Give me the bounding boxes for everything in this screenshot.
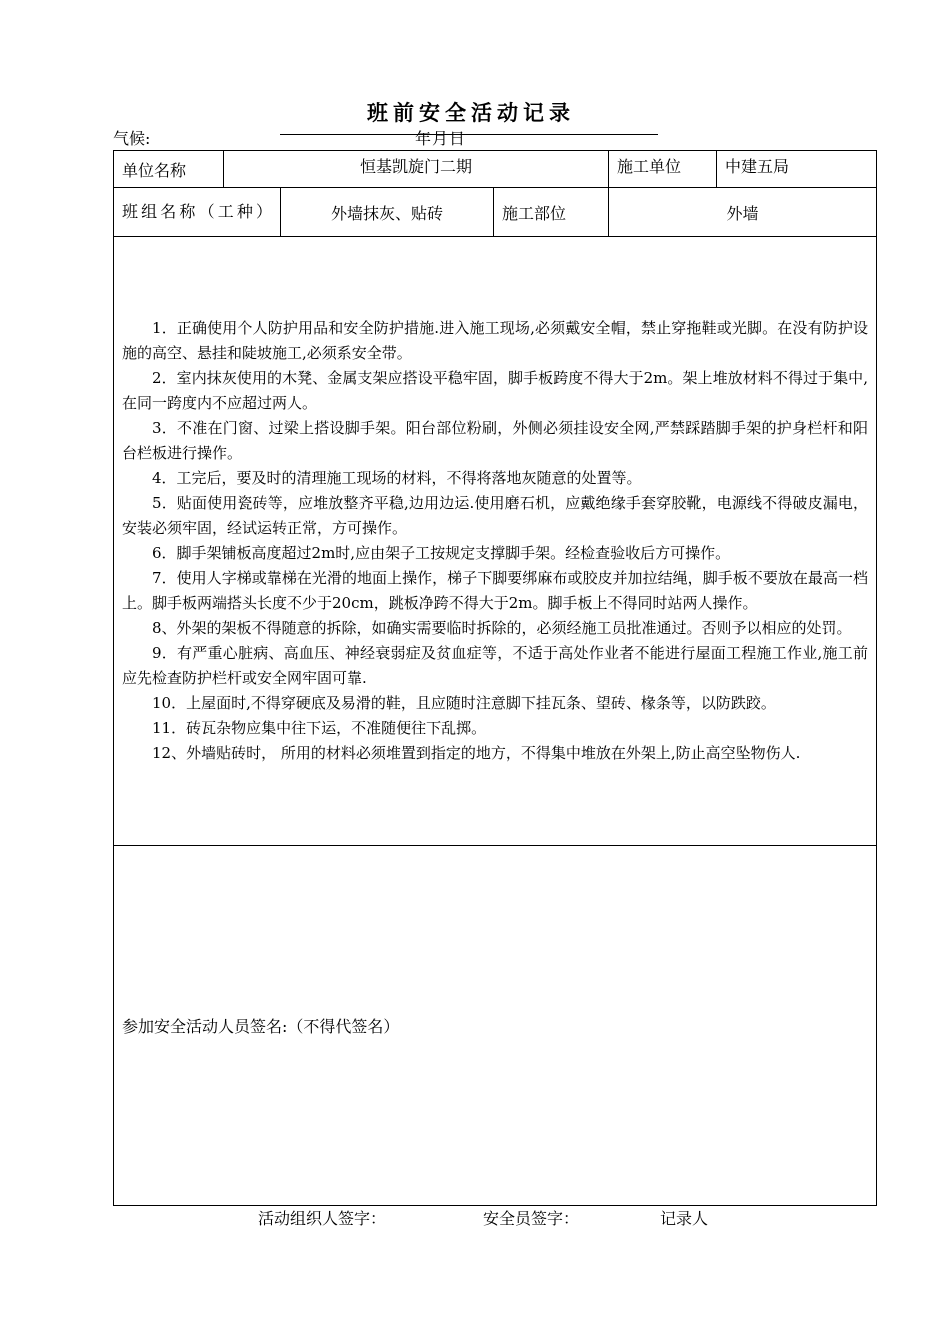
unit-value: 恒基凯旋门二期 xyxy=(224,151,609,188)
location-label: 施工部位 xyxy=(494,188,609,237)
table-row-rules xyxy=(114,237,877,846)
table-row-team xyxy=(114,188,877,237)
record-table xyxy=(113,150,877,1206)
contractor-label: 施工单位 xyxy=(609,151,717,188)
safety-officer-signature-label: 安全员签字： xyxy=(483,1209,580,1228)
rule-item: 4．工完后，要及时的清理施工现场的材料，不得将落地灰随意的处置等。 xyxy=(152,469,642,487)
date-underline xyxy=(280,134,658,135)
unit-label: 单位名称 xyxy=(114,151,224,188)
safety-rules xyxy=(114,237,877,846)
rule-item: 10．上屋面时,不得穿硬底及易滑的鞋，且应随时注意脚下挂瓦条、望砖、椽条等，以防跌跤。 xyxy=(152,694,776,712)
date-text: 年月日 xyxy=(415,129,467,148)
location-value: 外墙 xyxy=(609,188,877,237)
rule-item: 12、外墙贴砖时， 所用的材料必须堆置到指定的地方，不得集中堆放在外架上,防止高空坠物伤人. xyxy=(152,744,801,762)
organizer-signature-label: 活动组织人签字： xyxy=(258,1209,387,1228)
table-row-unit xyxy=(114,151,877,188)
recorder-label: 记录人 xyxy=(660,1209,709,1228)
rule-item: 2．室内抹灰使用的木凳、金属支架应搭设平稳牢固，脚手板跨度不得大于2m。架上堆放材料不得过于集中,在同一跨度内不应超过两人。 xyxy=(122,369,869,412)
contractor-value: 中建五局 xyxy=(717,151,877,188)
signature-label: 参加安全活动人员签名:（不得代签名） xyxy=(122,1017,400,1036)
page-title: 班前安全活动记录 xyxy=(367,100,575,125)
rule-item: 3．不准在门窗、过梁上搭设脚手架。阳台部位粉刷，外侧必须挂设安全网,严禁踩踏脚手架的护身栏杆和阳台栏板进行操作。 xyxy=(122,419,869,462)
team-value: 外墙抹灰、贴砖 xyxy=(281,188,494,237)
rule-item: 7．使用人字梯或靠梯在光滑的地面上操作，梯子下脚要绑麻布或胶皮并加拉结绳，脚手板不要放在最高一档上。脚手板两端搭头长度不少于20cm，跳板净跨不得大于2m。脚手板上不得同时站两人操作。 xyxy=(122,569,869,612)
team-label: 班组名称（工种） xyxy=(114,188,281,237)
rule-item: 1．正确使用个人防护用品和安全防护措施.进入施工现场,必须戴安全帽，禁止穿拖鞋或光脚。在没有防护设施的高空、悬挂和陡坡施工,必须系安全带。 xyxy=(122,319,869,362)
rule-item: 11．砖瓦杂物应集中往下运，不准随便往下乱掷。 xyxy=(152,719,487,737)
rule-item: 9．有严重心脏病、高血压、神经衰弱症及贫血症等，不适于高处作业者不能进行屋面工程施工作业,施工前应先检查防护栏杆或安全网牢固可靠. xyxy=(122,644,869,687)
rule-item: 5．贴面使用瓷砖等，应堆放整齐平稳,边用边运.使用磨石机，应戴绝缘手套穿胶靴，电源线不得破皮漏电，安装必须牢固，经试运转正常，方可操作。 xyxy=(122,494,869,537)
rule-item: 6．脚手架铺板高度超过2m时,应由架子工按规定支撑脚手架。经检查验收后方可操作。 xyxy=(152,544,731,562)
rule-item: 8、外架的架板不得随意的拆除，如确实需要临时拆除的，必须经施工员批准通过。否则予以相应的处罚。 xyxy=(152,619,852,637)
table-row-signatures xyxy=(114,846,877,1206)
weather-label: 气候: xyxy=(113,129,151,148)
signature-area xyxy=(114,846,877,1206)
